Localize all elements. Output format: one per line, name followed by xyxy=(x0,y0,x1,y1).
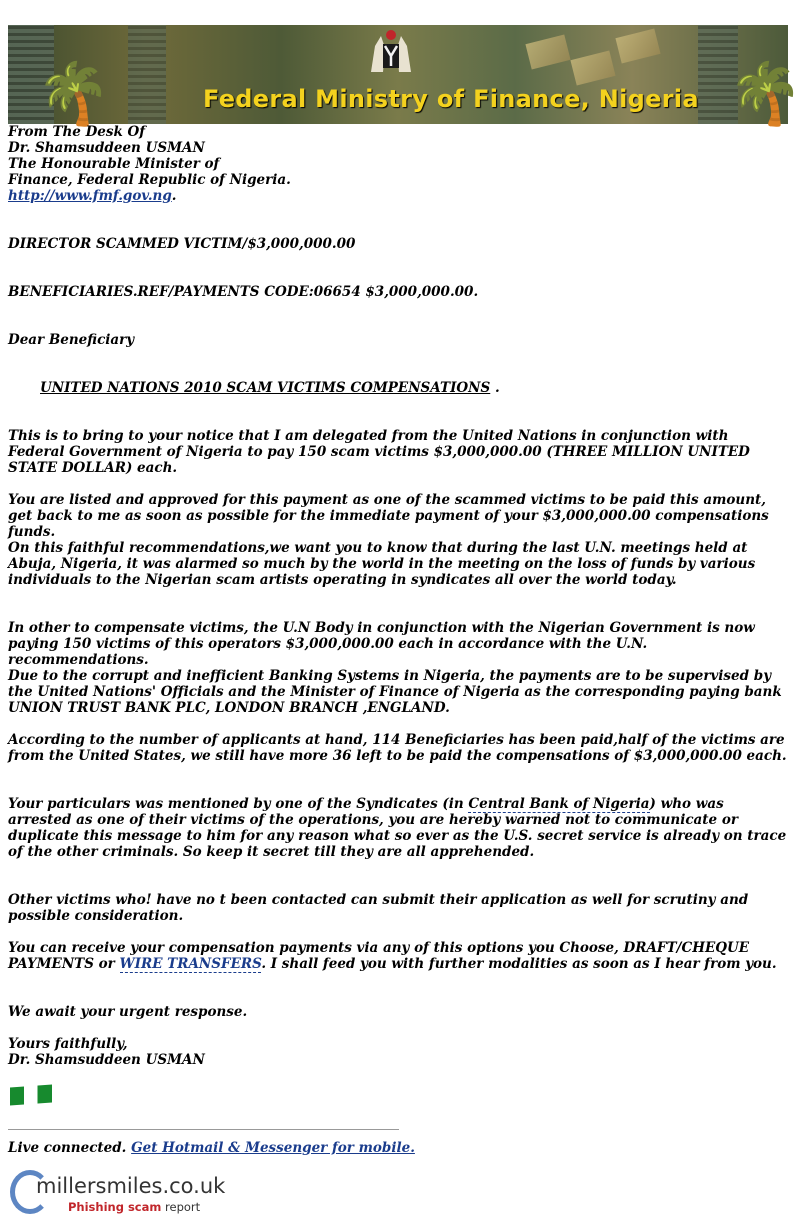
paragraph-8: Other victims who! have no t been contacted can submit their application as well for scrutiny and possible consideration. xyxy=(8,892,749,924)
ministry-website-link[interactable]: http://www.fmf.gov.ng xyxy=(8,188,172,204)
palm-tree-icon: 🌴 xyxy=(728,59,803,129)
millersmiles-logo xyxy=(10,1170,230,1222)
header-name: Dr. Shamsuddeen USMAN xyxy=(8,140,205,156)
paragraph-1: This is to bring to your notice that I am delegated from the United Nations in conjunction with Federal Government of Nigeria to pay 150 scam victims $3,000,000.00 (THREE MILLION UNITED STATE DOLLAR) each. xyxy=(8,428,750,476)
building-graphic xyxy=(128,25,166,124)
paragraph-9 xyxy=(8,940,788,972)
hotmail-messenger-link[interactable]: Get Hotmail & Messenger for mobile. xyxy=(131,1140,415,1156)
paragraph-2: You are listed and approved for this payment as one of the scammed victims to be paid this amount, get back to me as soon as possible for the immediate payment of your $3,000,000.00 compensations funds. xyxy=(8,492,769,540)
banknote-graphic xyxy=(525,35,570,70)
paragraph-3: On this faithful recommendations,we want you to know that during the last U.N. meetings held at Abuja, Nigeria, it was alarmed so much by the world in the meeting on the loss of funds by various individuals to the Nigerian scam artists operating in syndicates all over the world today. xyxy=(8,540,756,588)
subject-line-2: BENEFICIARIES.REF/PAYMENTS CODE:06654 $3,000,000.00. xyxy=(8,284,479,300)
paragraph-10: We await your urgent response. xyxy=(8,1004,248,1020)
coat-of-arms-icon xyxy=(363,28,419,76)
banknote-graphic xyxy=(615,29,660,64)
subject-line-1: DIRECTOR SCAMMED VICTIM/$3,000,000.00 xyxy=(8,236,356,252)
header-from: From The Desk Of xyxy=(8,124,146,140)
paragraph-7-start: Your particulars was mentioned by one of the Syndicates (in xyxy=(8,796,469,812)
paragraph-7 xyxy=(8,796,788,860)
heading-suffix: . xyxy=(490,380,500,396)
central-bank-link[interactable]: Central Bank of Nigeria xyxy=(468,796,650,812)
footer-prefix: Live connected. xyxy=(8,1140,132,1156)
logo-site-name: millersmiles.co.uk xyxy=(36,1174,226,1198)
greeting: Dear Beneficiary xyxy=(8,332,135,348)
paragraph-9-start: You can receive your compensation payments via any of this options you Choose, DRAFT/CHEQUE PAYMENTS or xyxy=(8,940,750,972)
divider xyxy=(8,1129,399,1130)
signoff-closing: Yours faithfully, xyxy=(8,1036,128,1052)
paragraph-9-end: . I shall feed you with further modalities as soon as I hear from you. xyxy=(261,956,777,972)
logo-tagline xyxy=(68,1200,200,1214)
ministry-banner xyxy=(8,25,803,129)
palm-tree-icon: 🌴 xyxy=(36,59,111,129)
paragraph-4: In other to compensate victims, the U.N Body in conjunction with the Nigerian Government is now paying 150 victims of this operators $3,000,000.00 each in accordance with the U.N. recommendations. xyxy=(8,620,755,668)
nigerian-flag-icon xyxy=(10,1085,52,1106)
heading-text: UNITED NATIONS 2010 SCAM VICTIMS COMPENSATIONS xyxy=(40,380,491,396)
heading-line xyxy=(40,380,500,396)
banknote-graphic xyxy=(570,51,615,86)
banner-title: Federal Ministry of Finance, Nigeria xyxy=(203,85,699,113)
footer-line xyxy=(8,1140,415,1156)
paragraph-6: According to the number of applicants at hand, 114 Beneficiaries has been paid,half of the victims are from the United States, we still have more 36 left to be paid the compensations of $3,000,000.00 each. xyxy=(8,732,787,764)
header-title: The Honourable Minister of xyxy=(8,156,220,172)
header-ministry: Finance, Federal Republic of Nigeria. xyxy=(8,172,291,188)
wire-transfers-link[interactable]: WIRE TRANSFERS xyxy=(119,956,262,972)
logo-tag-report: report xyxy=(161,1200,201,1214)
paragraph-5: Due to the corrupt and inefficient Banking Systems in Nigeria, the payments are to be supervised by the United Nations' Officials and the Minister of Finance of Nigeria as the corresponding paying bank UNION TRUST BANK PLC, LONDON BRANCH ,ENGLAND. xyxy=(8,668,782,716)
logo-tag-scam: Phishing scam xyxy=(68,1200,162,1214)
link-suffix: . xyxy=(171,188,177,204)
header-link-line xyxy=(8,188,176,204)
paragraph-7-end: ) who was arrested as one of their victims of the operations, you are hereby warned not to communicate or duplicate this message to him for any reason what so ever as the U.S. secret service is already on trace of the other criminals. So keep it secret till they are all apprehended. xyxy=(8,796,787,860)
signoff-name: Dr. Shamsuddeen USMAN xyxy=(8,1052,205,1068)
